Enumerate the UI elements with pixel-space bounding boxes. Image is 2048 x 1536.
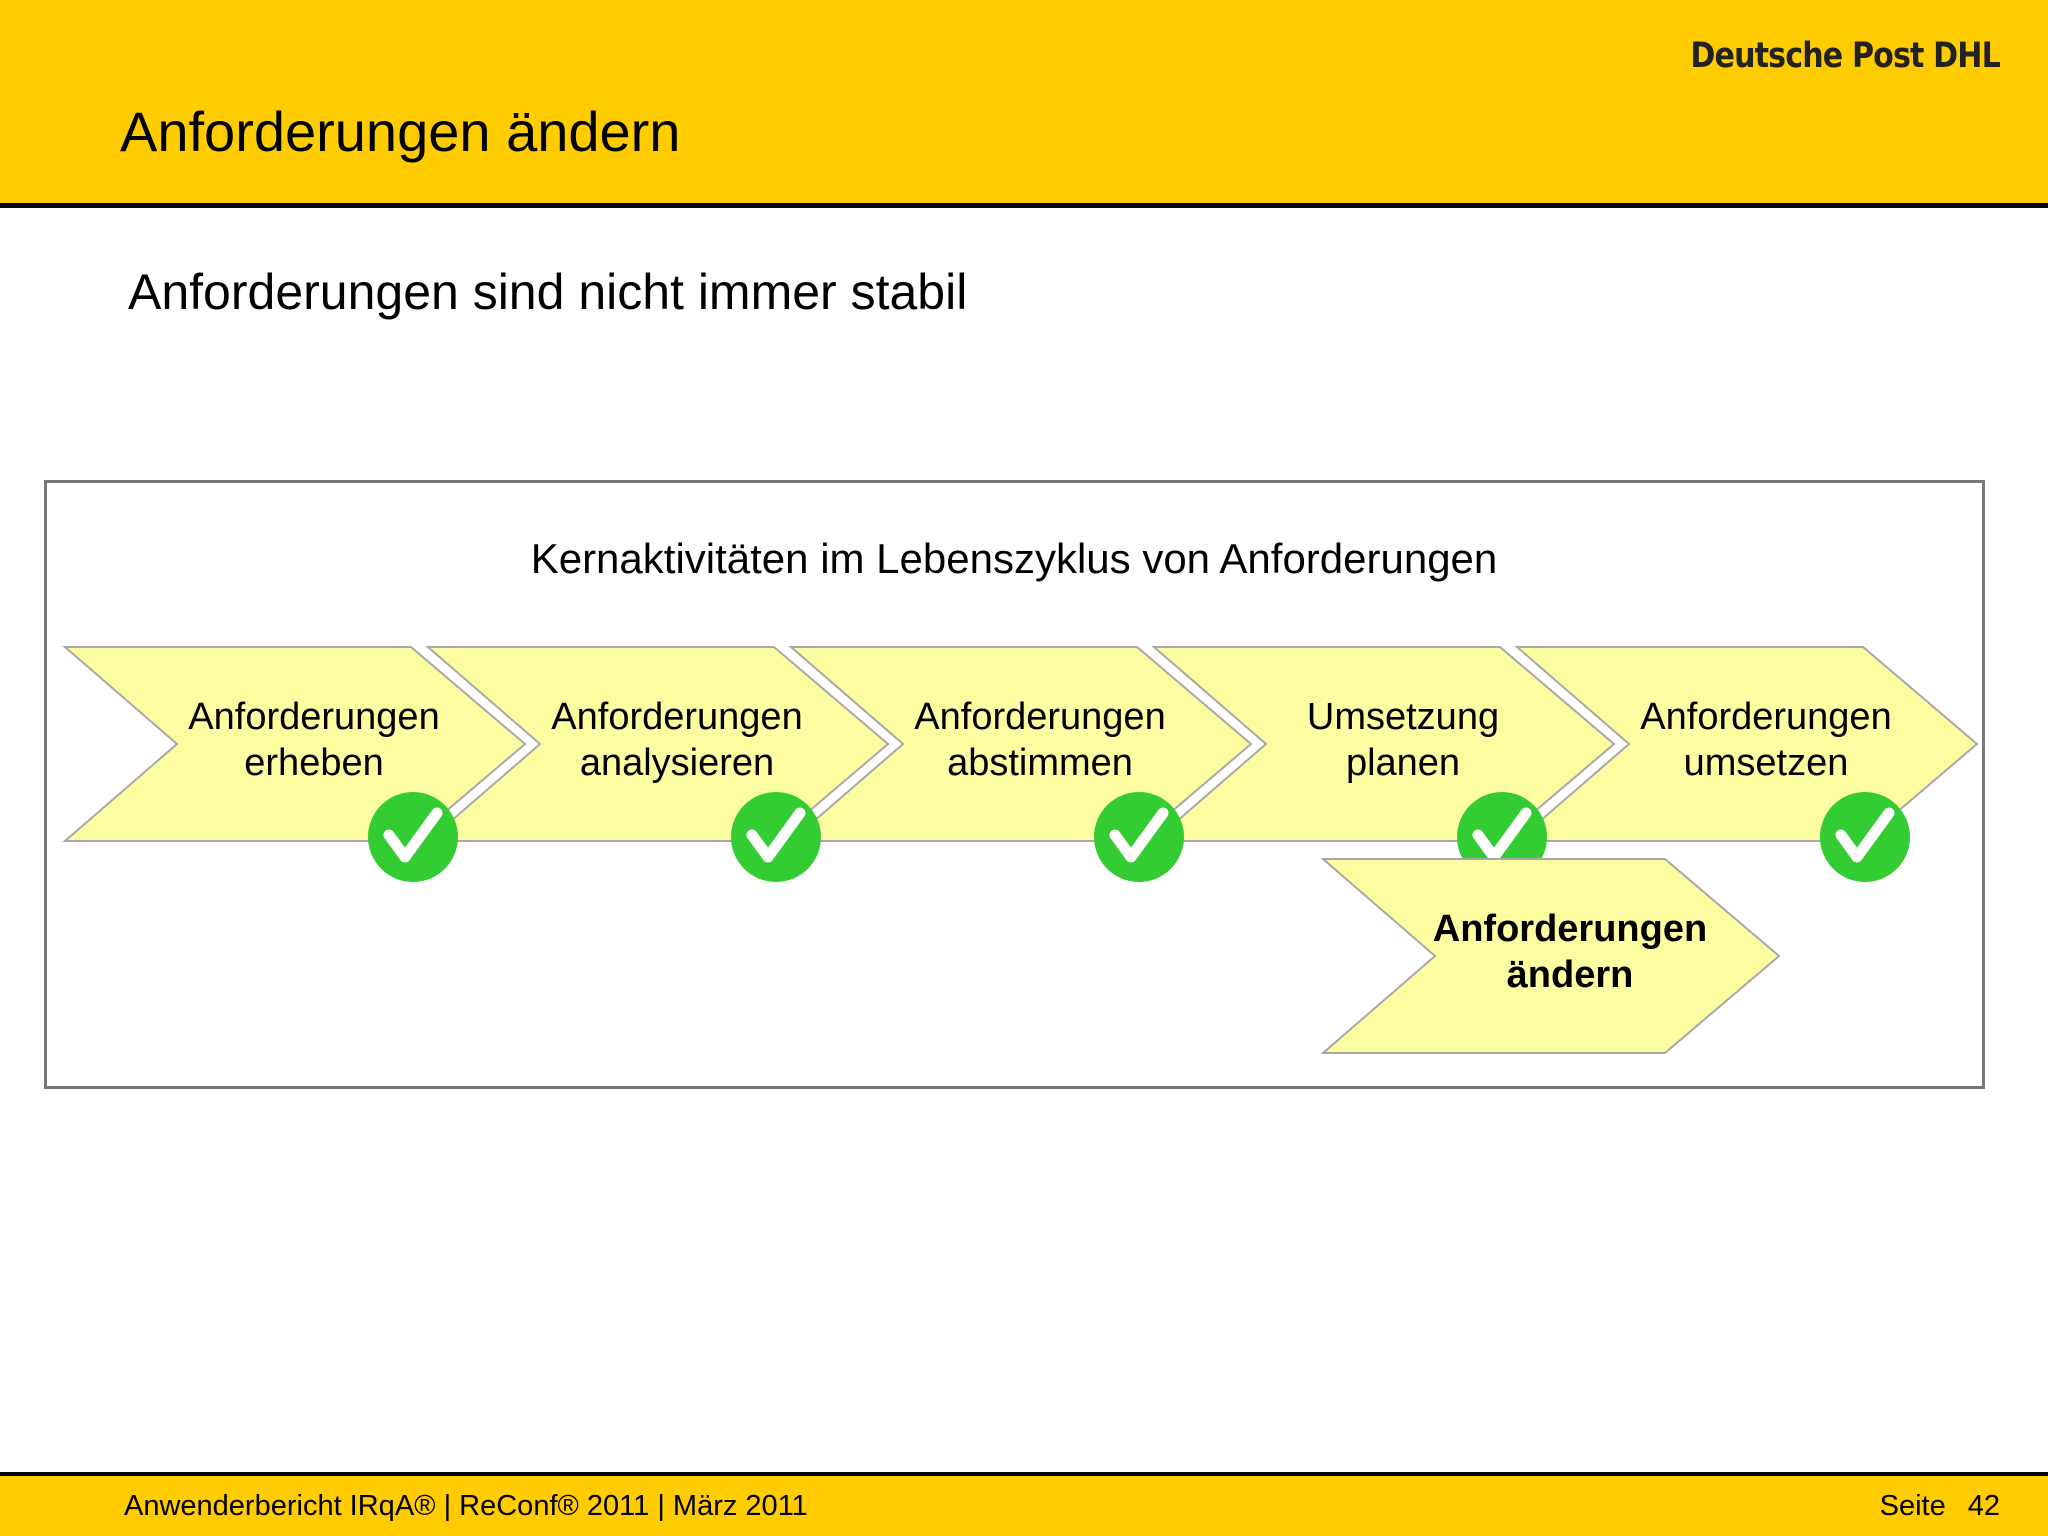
step-label: abstimmen [947,742,1133,784]
slide-subtitle: Anforderungen sind nicht immer stabil [128,264,968,320]
header-bar [0,0,2048,208]
step-label: Anforderungen [551,696,803,738]
footer-text: Anwenderbericht IRqA® | ReConf® 2011 | März 2011 [124,1490,808,1522]
highlight-step [1323,859,1779,1053]
step-label: ändern [1506,954,1634,996]
footer-bar [0,1472,2048,1536]
checkmark-icon [368,792,458,882]
step-label: umsetzen [1683,742,1849,784]
checkmark-icon [1094,792,1184,882]
page-label: Seite [1879,1490,1946,1522]
process-diagram [47,483,1982,1086]
step-label: Anforderungen [1640,696,1892,738]
slide-title: Anforderungen ändern [120,100,681,163]
checkmark-icon [1820,792,1910,882]
step-label: analysieren [579,742,775,784]
step-label: Anforderungen [1432,908,1708,950]
step-label: Anforderungen [914,696,1166,738]
checkmark-icon [731,792,821,882]
page-indicator [1880,1488,2000,1524]
company-logo: Deutsche Post DHL [1690,36,2000,76]
step-label: planen [1345,742,1461,784]
step-label: erheben [244,742,384,784]
diagram-title: Kernaktivitäten im Lebenszyklus von Anforderungen [530,535,1498,582]
process-step [65,647,525,841]
diagram-frame [44,480,1985,1089]
step-label: Anforderungen [188,696,440,738]
step-label: Umsetzung [1306,696,1500,738]
page-number: 42 [1967,1490,2000,1522]
